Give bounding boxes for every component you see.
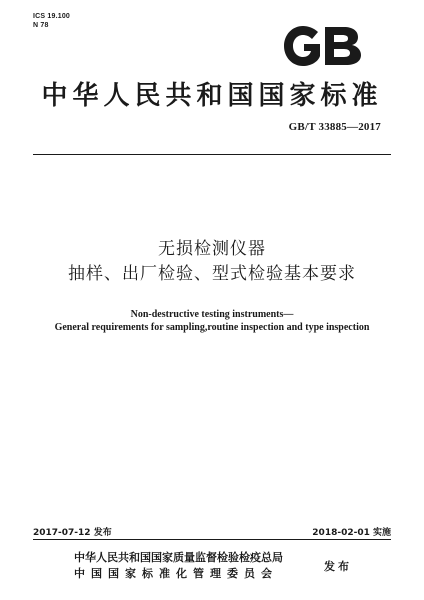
top-divider [33, 154, 391, 155]
standard-number: GB/T 33885—2017 [288, 121, 381, 133]
issuing-authorities [74, 550, 314, 582]
issue-date: 2017-07-12 发布 [33, 528, 112, 538]
classification-codes [33, 12, 70, 30]
implementation-date: 2018-02-01 实施 [312, 528, 391, 538]
bottom-divider [33, 539, 391, 540]
title-zh-line1: 无损检测仪器 [158, 239, 266, 259]
issuer-line2: 中国国家标准化管理委员会 [74, 567, 278, 580]
gb-logo-icon [284, 26, 362, 66]
title-en-line2: General requirements for sampling,routine inspection and type inspection [54, 322, 370, 333]
issuer-line1: 中华人民共和国国家质量监督检验检疫总局 [74, 551, 283, 564]
ics-code: ICS 19.100 [33, 13, 71, 20]
ccs-code: N 78 [33, 22, 49, 29]
standard-category-title: 中华人民共和国国家标准 [41, 81, 383, 111]
title-en-line1: Non-destructive testing instruments— [130, 309, 294, 320]
issued-label: 发布 [324, 560, 352, 573]
title-zh-line2: 抽样、出厂检验、型式检验基本要求 [68, 264, 356, 284]
